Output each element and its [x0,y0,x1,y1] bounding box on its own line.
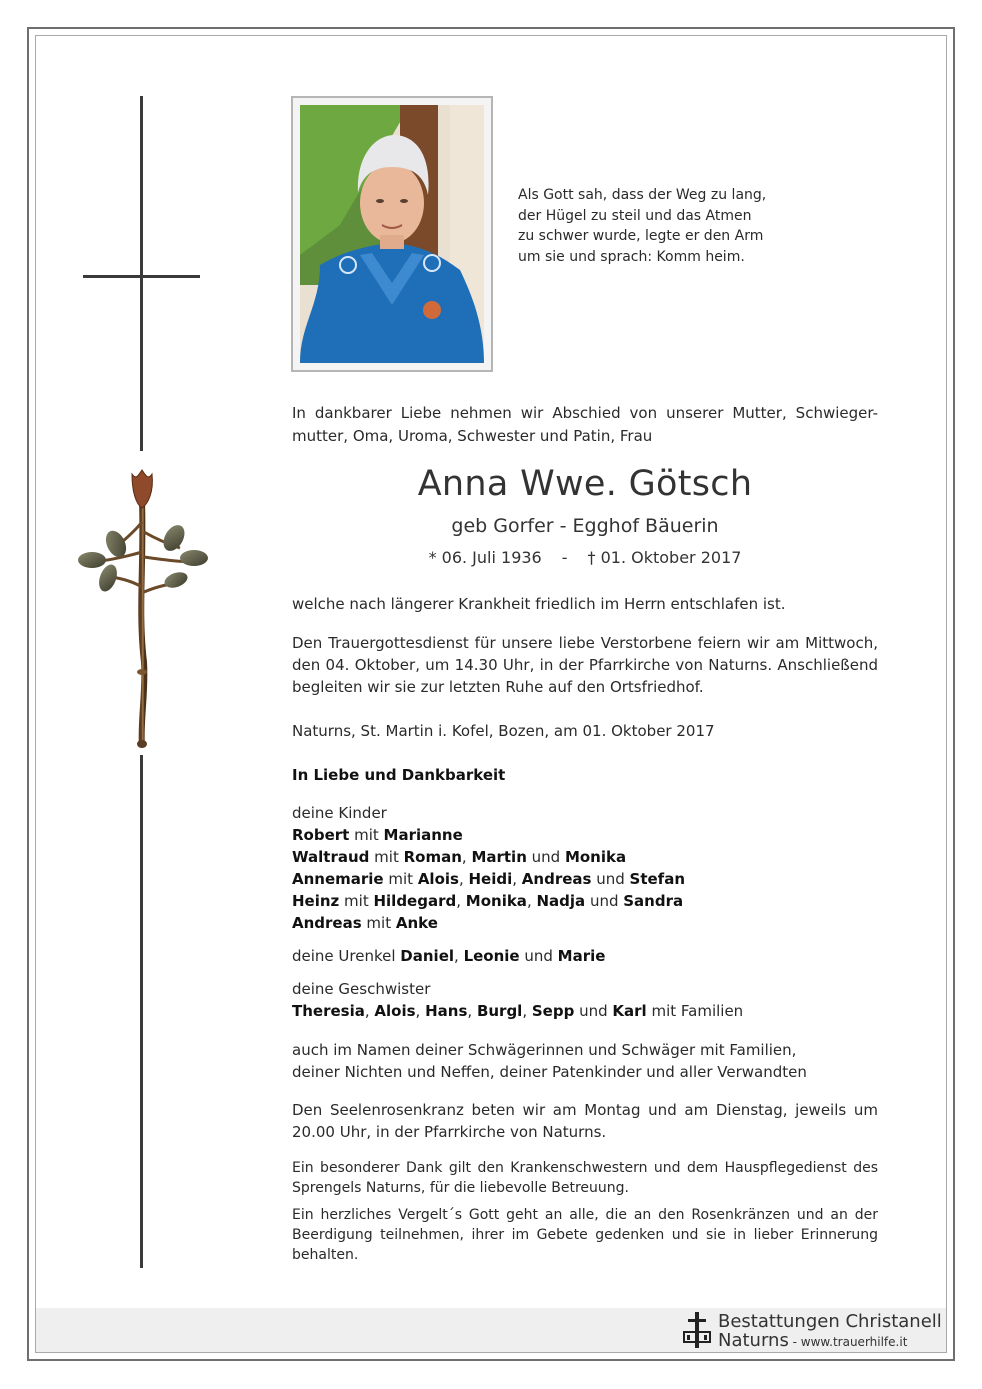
passing-text: welche nach längerer Krankheit friedlich im Herrn entschlafen ist. [292,595,786,613]
bold-name: Hans [425,1002,468,1020]
death-date: † 01. Oktober 2017 [587,548,742,567]
bold-name: Monika [564,848,627,866]
greatgrandchildren-line [292,945,878,967]
bold-name: Andreas [521,870,592,888]
bold-name: Theresia [292,1002,365,1020]
cross-vertical-bottom [140,755,143,1268]
bold-name: Nadja [536,892,586,910]
thanks-text-1: Ein besonderer Dank gilt den Krankenschwestern und dem Hauspflegedienst des Sprengels Naturns, für die liebevolle Betreuung. [292,1160,878,1196]
love-heading-text: In Liebe und Dankbarkeit [292,766,506,784]
children-label: deine Kinder [292,804,387,822]
cross-vertical-top [140,96,143,451]
child-line: Heinz mit Hildegard, Monika, Nadja und Sandra [292,892,684,910]
bold-name: Monika [465,892,527,910]
life-dates [292,548,878,567]
service-text: Den Trauergottesdienst für unsere liebe Verstorbene feiern wir am Mittwoch, den 04. Oktober, um 14.30 Uhr, in der Pfarrkirche von Naturns. Anschließend begleiten wir sie zur letzten Ruhe auf den Ortsfriedhof. [292,634,878,696]
bronze-rose-icon [70,462,220,752]
bold-name: Robert [292,826,350,844]
quote-line: zu schwer wurde, legte er den Arm [518,228,764,244]
place-date: Naturns, St. Martin i. Kofel, Bozen, am 01. Oktober 2017 [292,722,715,740]
quote-line: der Hügel zu steil und das Atmen [518,207,752,224]
bold-name: Sandra [623,892,684,910]
bold-name: Leonie [463,947,520,965]
bold-name: Karl [612,1002,647,1020]
love-heading [292,764,878,786]
quote-line: Als Gott sah, dass der Weg zu lang, [518,187,767,203]
quote-line: um sie und sprach: Komm heim. [518,248,745,265]
funeral-home [718,1312,942,1352]
birth-date: * 06. Juli 1936 [428,548,542,567]
bold-name: Anke [395,914,438,932]
siblings-label: deine Geschwister [292,980,431,998]
bold-name: Andreas [292,914,362,932]
bold-name: Heinz [292,892,340,910]
bold-name: Stefan [629,870,686,888]
bold-name: Martin [471,848,527,866]
also-line: deiner Nichten und Neffen, deiner Patenkinder und aller Verwandten [292,1063,807,1081]
also-line: auch im Namen deiner Schwägerinnen und Schwäger mit Familien, [292,1041,797,1059]
portrait-photo [300,105,484,363]
bold-name: Alois [417,870,459,888]
birth-name: geb Gorfer - Egghof Bäuerin [451,515,719,537]
bold-name: Alois [374,1002,416,1020]
bold-name: Waltraud [292,848,370,866]
bold-name: Sepp [531,1002,575,1020]
siblings-block [292,978,878,1022]
intro-text: In dankbarer Liebe nehmen wir Abschied von unserer Mutter, Schwieger-mutter, Oma, Uroma, Schwester und Patin, Frau [292,404,878,445]
date-separator: - [561,548,568,567]
child-line: Robert mit Marianne [292,826,463,844]
company-name: Bestattungen Christanell [718,1311,942,1332]
child-line: Waltraud mit Roman, Martin und Monika [292,848,627,866]
quote [518,185,778,267]
greatgrandchildren-text: deine Urenkel Daniel, Leonie und Marie [292,947,606,965]
deceased-name: Anna Wwe. Götsch [417,464,753,504]
rosary-text: Den Seelenrosenkranz beten wir am Montag und am Dienstag, jeweils um 20.00 Uhr, in der Pfarrkirche von Naturns. [292,1101,878,1141]
child-line: Annemarie mit Alois, Heidi, Andreas und Stefan [292,870,686,888]
thanks-text-2: Ein herzliches Vergelt´s Gott geht an alle, die an den Rosenkränzen und an der Beerdigung teilnehmen, ihrer im Gebete gedenken und sie in lieber Erinnerung behalten. [292,1207,878,1263]
bold-name: Roman [403,848,462,866]
siblings-line: Theresia, Alois, Hans, Burgl, Sepp und Karl mit Familien [292,1002,744,1020]
children-block [292,802,878,934]
company-city: Naturns [718,1330,789,1351]
bold-name: Daniel [400,947,455,965]
company-website[interactable]: - www.trauerhilfe.it [788,1335,908,1349]
cross-horizontal [83,275,200,278]
bold-name: Hildegard [373,892,457,910]
bold-name: Marianne [383,826,463,844]
also-block [292,1039,878,1083]
funeral-home-logo-icon [682,1310,712,1352]
child-line: Andreas mit Anke [292,914,438,932]
bold-name: Annemarie [292,870,384,888]
bold-name: Burgl [476,1002,523,1020]
bold-name: Marie [557,947,606,965]
bold-name: Heidi [468,870,513,888]
